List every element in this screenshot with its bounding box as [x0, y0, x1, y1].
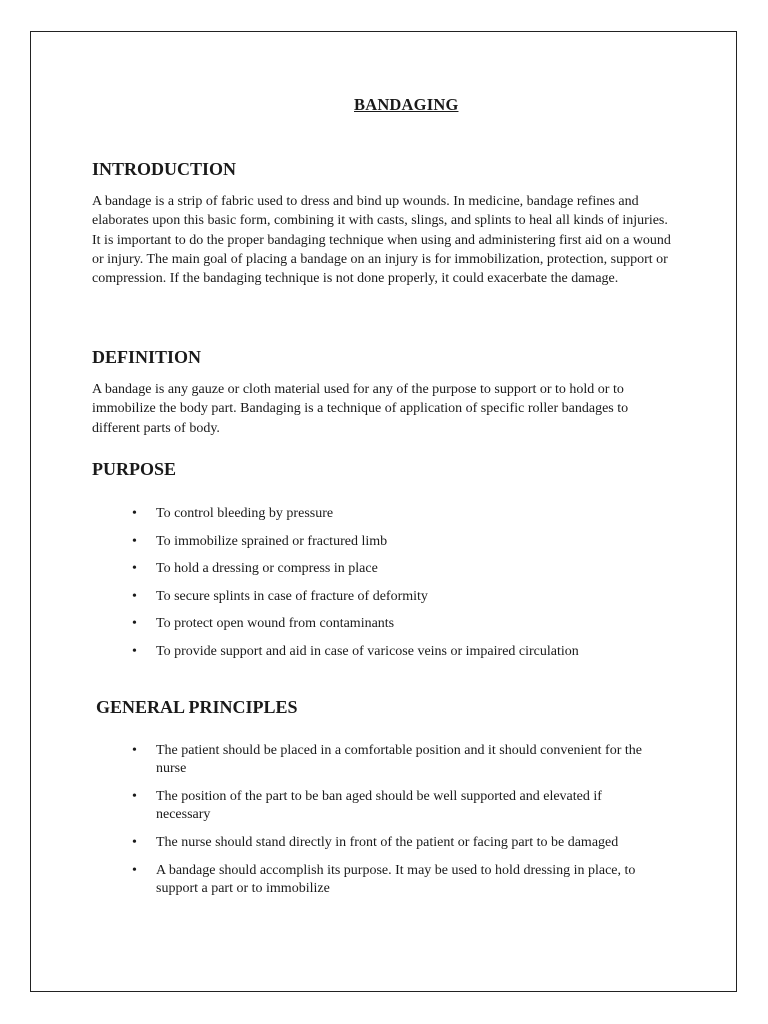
list-item [92, 615, 652, 633]
purpose-heading: PURPOSE [92, 459, 177, 479]
bullet-icon: • [132, 561, 137, 576]
bullet-icon: • [132, 533, 137, 549]
list-item-text: To hold a dressing or compress in place [156, 561, 378, 576]
list-item-text: A bandage should accomplish its purpose. It may be used to hold dressing in place, to support a part or to immobilize [156, 863, 636, 896]
general-principles-heading: GENERAL PRINCIPLES [96, 697, 298, 717]
bullet-icon: • [132, 588, 137, 604]
bullet-icon: • [132, 616, 137, 631]
list-item-text: The position of the part to be ban aged should be well supported and elevated if necessary [156, 789, 602, 822]
list-item [92, 862, 652, 898]
general-principles-list [92, 742, 652, 908]
definition-paragraph: A bandage is any gauze or cloth material used for any of the purpose to support or to hold or to immobilize the body part. Bandaging is a technique of application of specific roller bandages to different parts of body. [92, 382, 629, 436]
page-border [30, 31, 737, 992]
list-item [92, 643, 652, 661]
list-item [92, 588, 652, 606]
list-item-text: The patient should be placed in a comfortable position and it should convenient for the nurse [156, 743, 642, 776]
purpose-list [92, 505, 652, 670]
document-title: BANDAGING [354, 95, 459, 114]
introduction-heading: INTRODUCTION [92, 159, 237, 179]
list-item [92, 560, 652, 578]
definition-heading: DEFINITION [92, 347, 202, 367]
list-item-text: To control bleeding by pressure [156, 506, 334, 521]
list-item [92, 505, 652, 523]
list-item-text: To protect open wound from contaminants [156, 616, 395, 631]
list-item [92, 834, 652, 852]
introduction-paragraph: A bandage is a strip of fabric used to dress and bind up wounds. In medicine, bandage refines and elaborates upon this basic form, combining it with casts, slings, and splints to heal all kinds of injuries. It is important to do the proper bandaging technique when using and administering first aid on a wound or injury. The main goal of placing a bandage on an injury is for immobilization, protection, support or compression. If the bandaging technique is not done properly, it could exacerbate the damage. [92, 194, 671, 287]
bullet-icon: • [132, 863, 137, 878]
bullet-icon: • [132, 743, 137, 758]
bullet-icon: • [132, 643, 137, 659]
bullet-icon: • [132, 835, 137, 850]
bullet-icon: • [132, 506, 137, 521]
list-item-text: To provide support and aid in case of varicose veins or impaired circulation [156, 643, 579, 659]
list-item-text: To immobilize sprained or fractured limb [156, 533, 388, 549]
list-item [92, 533, 652, 551]
list-item [92, 788, 652, 824]
bullet-icon: • [132, 789, 137, 804]
list-item-text: To secure splints in case of fracture of deformity [156, 588, 428, 604]
list-item-text: The nurse should stand directly in front of the patient or facing part to be damaged [156, 835, 619, 850]
list-item [92, 742, 652, 778]
